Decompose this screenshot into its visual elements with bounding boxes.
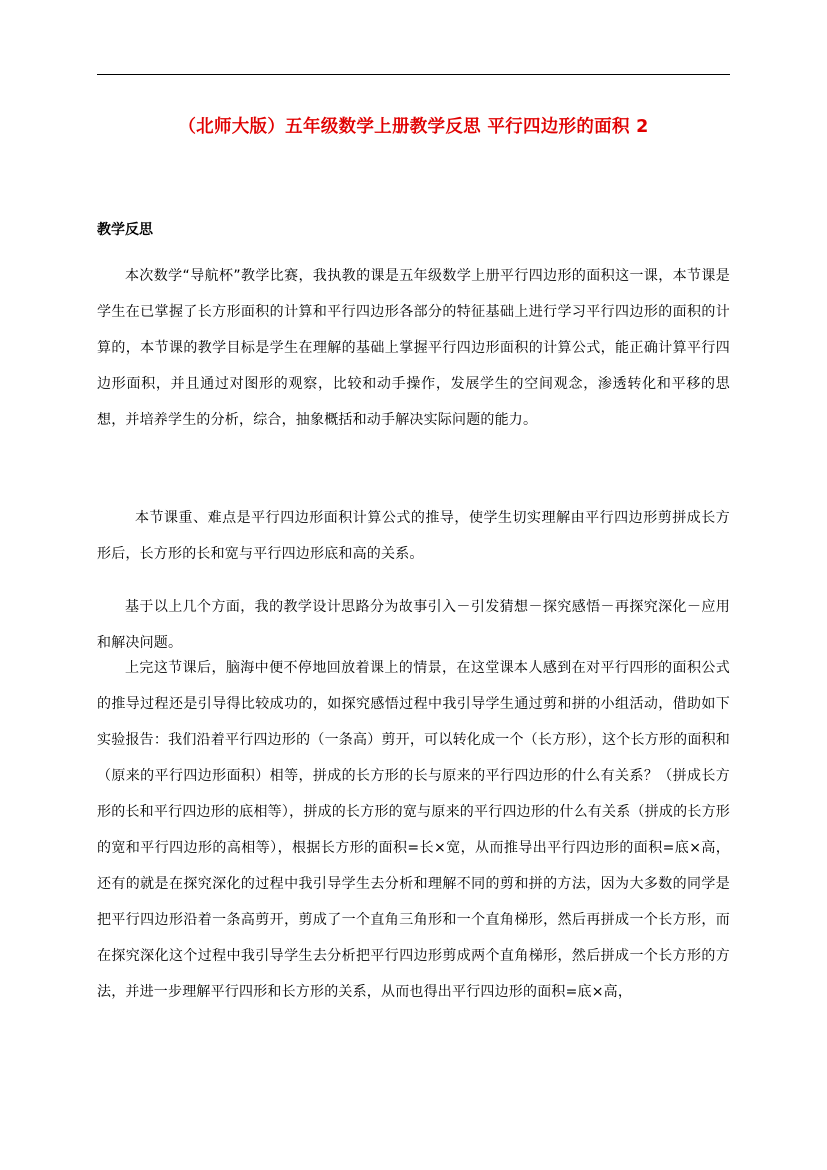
paragraph-2: 本节课重、难点是平行四边形面积计算公式的推导，使学生切实理解由平行四边形剪拼成长方形后，长方形的长和宽与平行四边形底和高的关系。: [97, 510, 730, 562]
header-rule: [97, 74, 730, 75]
paragraph-4: 上完这节课后，脑海中便不停地回放着课上的情景，在这堂课本人感到在对平行四形的面积公式的推导过程还是引导得比较成功的，如探究感悟过程中我引导学生通过剪和拼的小组活动，借助如下实验报告：我们沿着平行四边形的（一条高）剪开，可以转化成一个（长方形），这个长方形的面积和（原来的平行四边形面积）相等，拼成的长方形的长与原来的平行四边形的什么有关系？（拼成长方形的长和平行四边形的底相等），拼成的长方形的宽与原来的平行四边形的什么有关系（拼成的长方形的宽和平行四边形的高相等），根据长方形的面积=长×宽，从而推导出平行四边形的面积=底×高，还有的就是在探究深化的过程中我引导学生去分析和理解不同的剪和拼的方法，因为大多数的同学是把平行四边形沿着一条高剪开，剪成了一个直角三角形和一个直角梯形，然后再拼成一个长方形，而在探究深化这个过程中我引导学生去分析把平行四边形剪成两个直角梯形，然后拼成一个长方形的方法，并进一步理解平行四形和长方形的关系，从而也得出平行四边形的面积=底×高，: [97, 660, 730, 1000]
document-body-2: [97, 500, 730, 572]
document-title: （北师大版）五年级数学上册教学反思 平行四边形的面积 2: [178, 117, 649, 137]
section-heading: 教学反思: [97, 222, 153, 238]
paragraph-3: 基于以上几个方面，我的教学设计思路分为故事引入－引发猜想－探究感悟－再探究深化－应用和解决问题。: [97, 599, 730, 651]
document-body: [97, 258, 730, 438]
document-body-4: [97, 650, 730, 1010]
paragraph-1: 本次数学“导航杯”教学比赛，我执教的课是五年级数学上册平行四边形的面积这一课，本节课是学生在已掌握了长方形面积的计算和平行四边形各部分的特征基础上进行学习平行四边形的面积的计算的，本节课的教学目标是学生在理解的基础上掌握平行四边形面积的计算公式，能正确计算平行四边形面积，并且通过对图形的观察，比较和动手操作，发展学生的空间观念，渗透转化和平移的思想，并培养学生的分析，综合，抽象概括和动手解决实际问题的能力。: [97, 268, 730, 428]
